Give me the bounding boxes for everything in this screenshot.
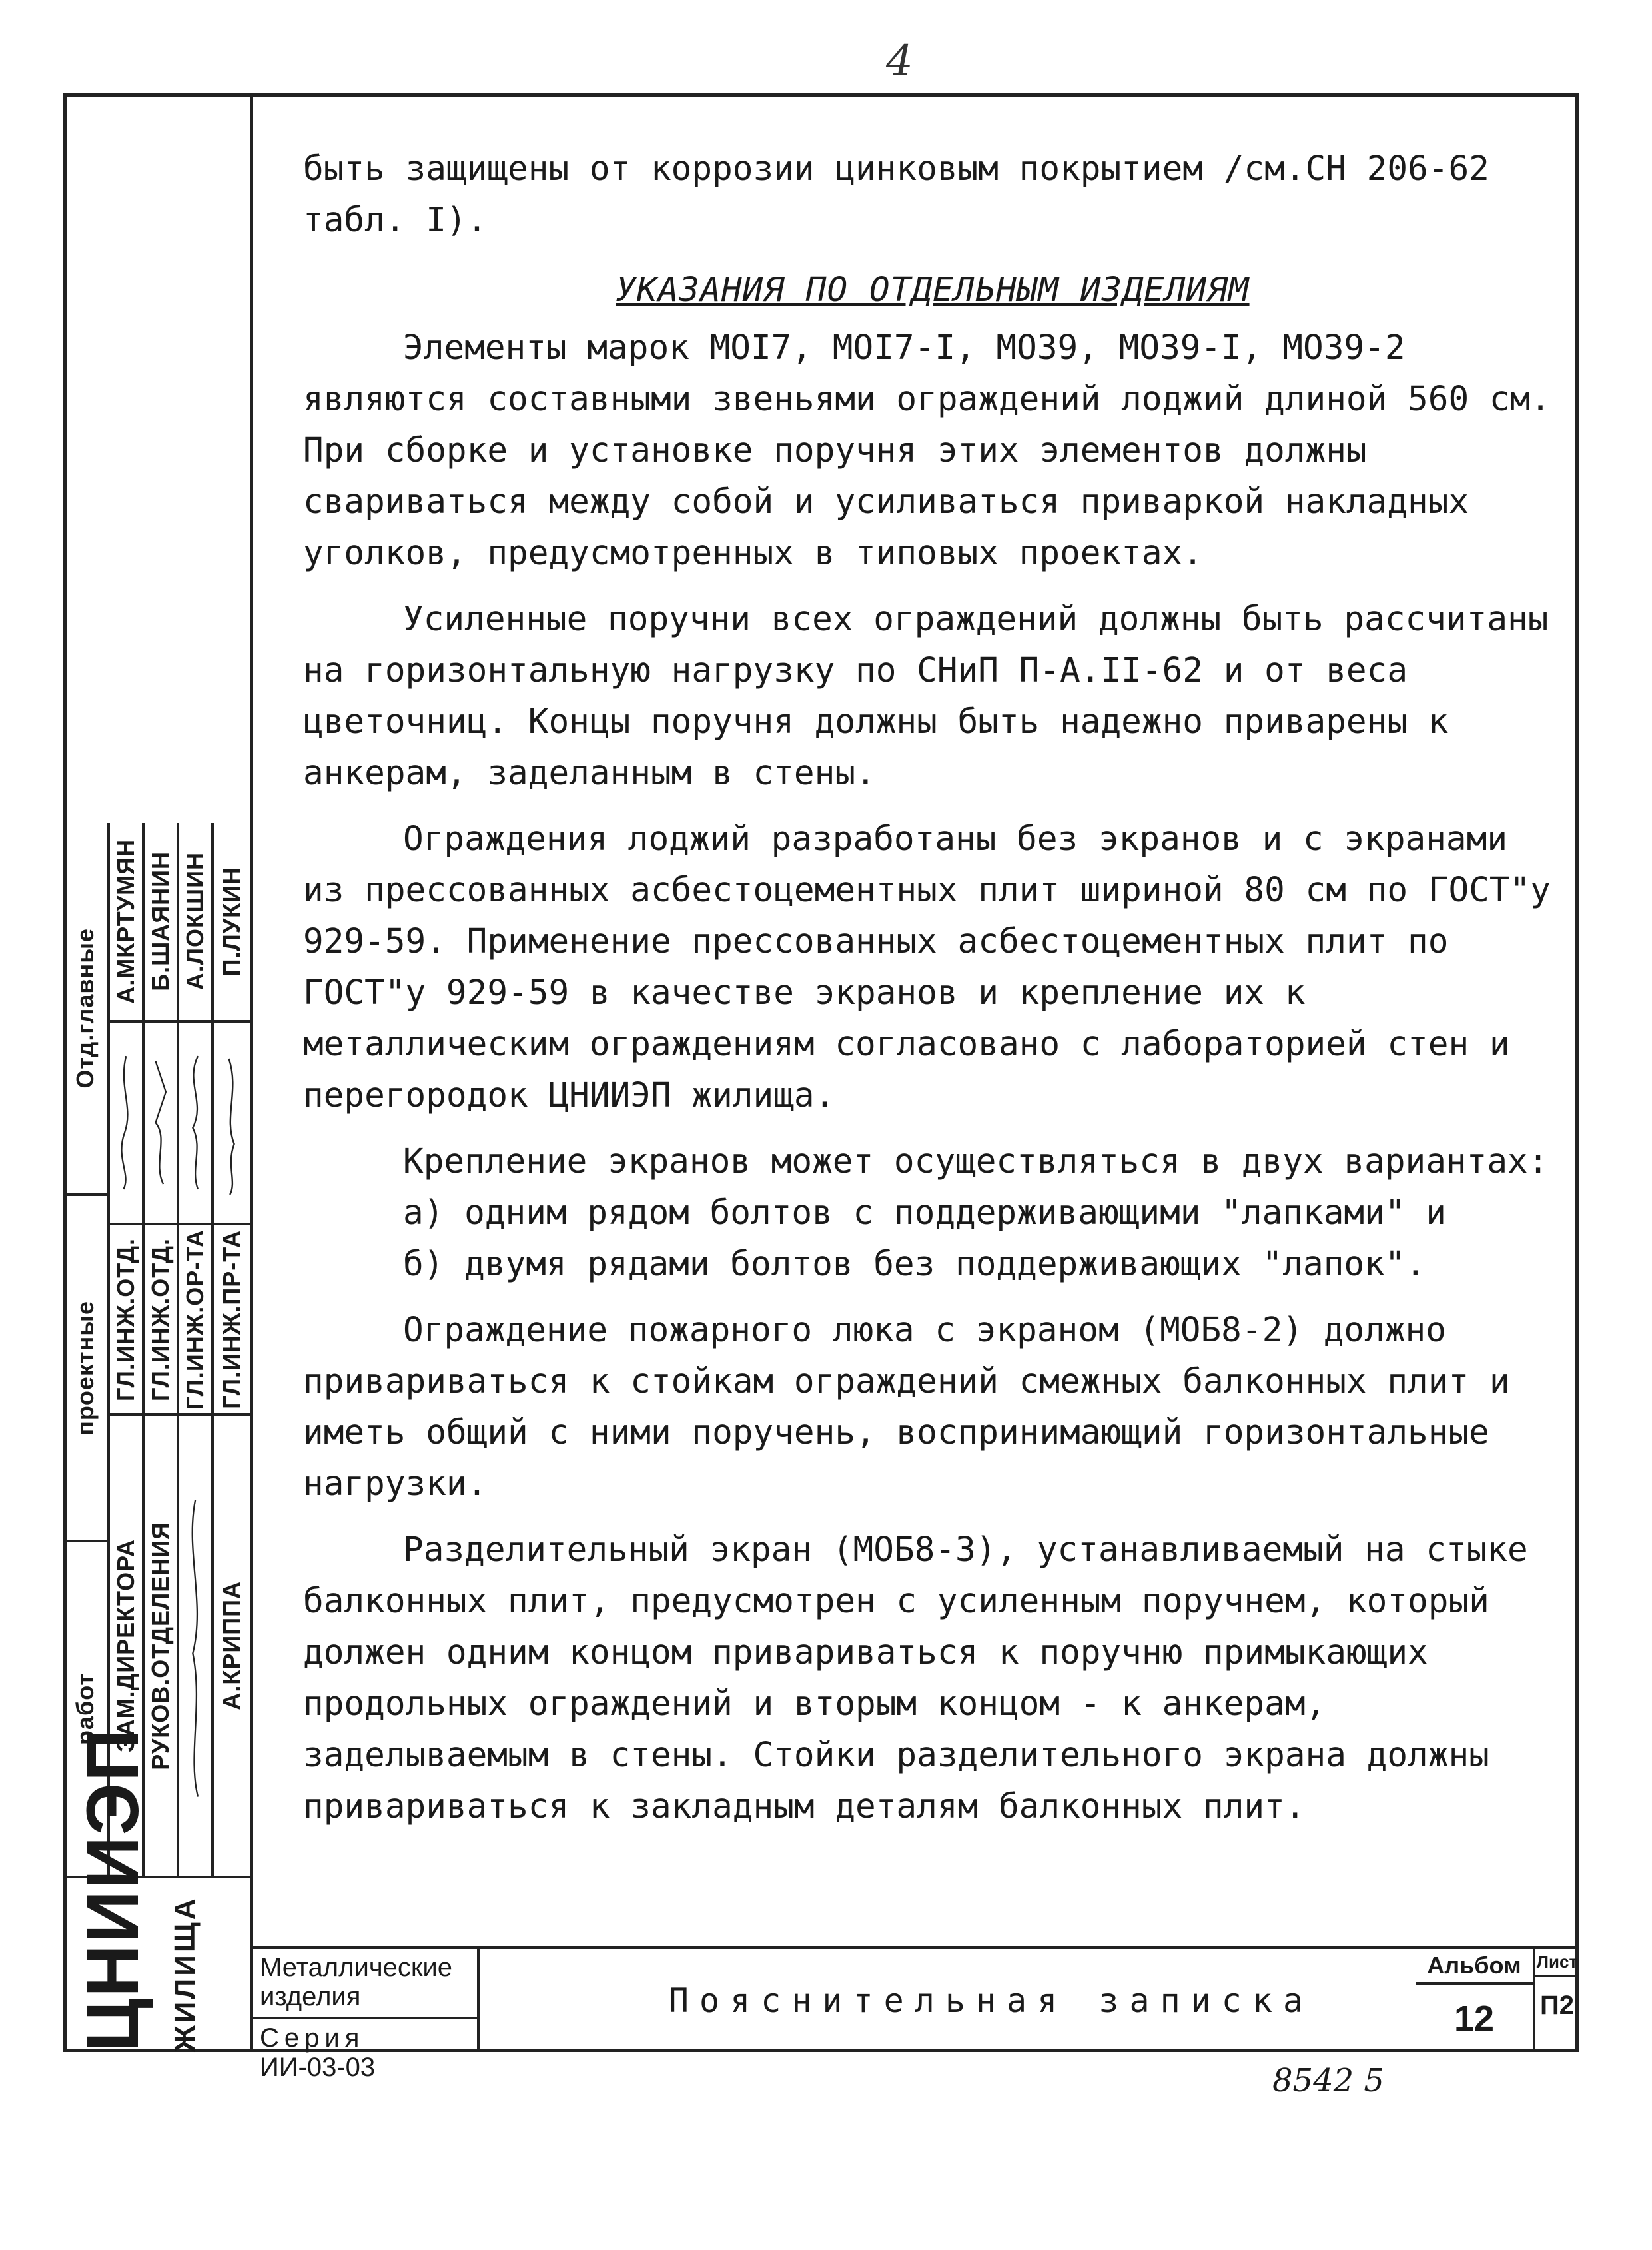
product-divider (253, 2017, 477, 2019)
stamp-column-labels (63, 823, 110, 1876)
stamp-column-2 (145, 823, 179, 1876)
stamp-position-1: ГЛ.ИНЖ.ОТД. (112, 1237, 139, 1401)
stamp-position-2b: РУКОВ.ОТДЕЛЕНИЯ (147, 1521, 174, 1770)
sheet-label: Лист (1535, 1949, 1579, 1977)
album-cell (1416, 1949, 1535, 2052)
footer-number: 8542 5 (1272, 2062, 1384, 2099)
stamp-position-3: ГЛ.ИНЖ.ОР-ТА (181, 1229, 208, 1410)
series-line-2: ИИ-03-03 (260, 2053, 376, 2082)
sheet-cell (1535, 1949, 1579, 2052)
signature-3 (179, 1023, 211, 1223)
stamp-column-3 (179, 823, 214, 1876)
paragraph-6: Ограждение пожарного люка с экраном (МОБ8-2) должно привариваться к стойкам ограждений смежных балконных плит и иметь общий с ними поручень, воспринимающий горизонтальные нагрузки. (303, 1311, 1510, 1504)
stamp-label-3: работ (71, 1673, 99, 1745)
product-line-2: изделия (260, 1982, 361, 2011)
paragraph-5: Крепление экранов может осуществляться в двух вариантах: (403, 1142, 1549, 1181)
stamp-column-4 (214, 823, 250, 1876)
paragraph-4: Ограждения лоджий разработаны без экранов и с экранами из прессованных асбестоцементных плит шириной 80 см по ГОСТ"у 929-59. Применение прессованных асбестоцементных плит по ГОСТ"у 929-59 в качестве экранов и крепление их к металлическим ограждениям согласовано с лабораторией стен и перегородок ЦНИИЭП жилища. (303, 820, 1551, 1115)
stamp-name-2: Б.ШАЯНИН (147, 851, 174, 991)
album-value: 12 (1453, 1999, 1495, 2039)
section-heading: УКАЗАНИЯ ПО ОТДЕЛЬНЫМ ИЗДЕЛИЯМ (616, 271, 1250, 310)
page-number: 4 (886, 37, 913, 86)
sheet-value: П2 (1540, 1991, 1574, 2020)
list-item-b: б) двумя рядами болтов без поддерживающих "лапок". (403, 1245, 1426, 1284)
list-item-a: а) одним рядом болтов с поддерживающими "лапками" и (403, 1193, 1446, 1233)
series-line-1: Серия (260, 2023, 365, 2053)
product-cell (253, 1949, 480, 2082)
document-title: Пояснительная записка (480, 1949, 1652, 2052)
stamp-column-1 (110, 823, 145, 1876)
organization-subname: ЖИЛИЩА (169, 1896, 201, 2052)
stamp-name-3: А.ЛОКШИН (181, 852, 208, 991)
stamp-position-4: ГЛ.ИНЖ.ПР-ТА (218, 1229, 245, 1409)
paragraph-1: быть защищены от коррозии цинковым покрытием /см.СН 206-62 табл. I). (303, 149, 1489, 240)
album-label: Альбом (1416, 1949, 1533, 1985)
paragraph-3: Усиленные поручни всех ограждений должны быть рассчитаны на горизонтальную нагрузку по СНиП П-А.II-62 и от веса цветочниц. Концы поручня должны быть надежно приварены к анкерам, заделанным в стены. (303, 600, 1549, 793)
stamp-position-2: ГЛ.ИНЖ.ОТД. (147, 1237, 174, 1401)
stamp-position-1b: ЗАМ.ДИРЕКТОРА (112, 1539, 139, 1752)
organization-name: ЦНИИЭП (72, 1727, 154, 2052)
stamp-name-4b: А.КРИППА (218, 1581, 245, 1710)
paragraph-7: Разделительный экран (МОБ8-3), устанавливаемый на стыке балконных плит, предусмотрен с усиленным поручнем, который должен одним концом привариваться к поручню примыкающих продольных ограждений и вторым концом - к анкерам, заделываемым в стены. Стойки разделительного экрана должны привариваться к закладным деталям балконных плит. (303, 1530, 1528, 1826)
organization-block (63, 1727, 250, 2052)
signature-4 (214, 1023, 250, 1223)
signature-2 (145, 1023, 177, 1223)
stamp-name-4: П.ЛУКИН (218, 866, 245, 977)
stamp-name-1: А.МКРТУМЯН (112, 839, 139, 1004)
stamp-label-2: проектные (71, 1300, 99, 1436)
paragraph-2: Элементы марок МОI7, МОI7-I, МО39, МО39-I, МО39-2 являются составными звеньями ограждений лоджий длиной 560 см. При сборке и установке поручня этих элементов должны свариваться между собой и усиливаться приваркой накладных уголков, предусмотренных в типовых проектах. (303, 328, 1551, 573)
stamp-label-1: Отд.главные (71, 927, 99, 1089)
product-line-1: Металлические (260, 1953, 453, 1982)
document-body (303, 143, 1562, 1832)
signature-1 (110, 1023, 142, 1223)
approval-stamp (63, 823, 250, 2052)
frame-divider (250, 93, 253, 2052)
signature-3b (179, 1416, 211, 1876)
